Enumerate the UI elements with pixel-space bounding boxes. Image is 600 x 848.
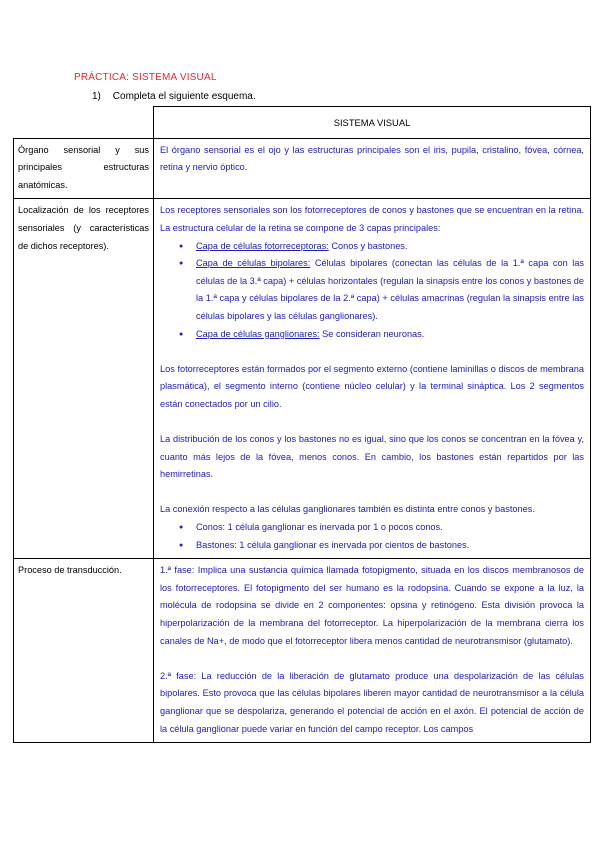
row-label-transduction: Proceso de transducción. bbox=[14, 559, 154, 743]
paragraph: Los fotorreceptores están formados por el segmento externo (contiene laminillas o discos de membrana plasmática), el segmento interno (contiene núcleo celular) y la terminal sináptica. Los 2 segmentos están conectados por un cilio. bbox=[160, 363, 584, 409]
instruction bbox=[92, 91, 256, 102]
list-item bbox=[196, 238, 584, 256]
paragraph: La distribución de los conos y los bastones no es igual, sino que los conos se concentran en la fóvea y, cuanto más lejos de la fóvea, menos conos. En cambio, los bastones están repartidos por las hemirretinas. bbox=[160, 434, 584, 480]
row-content-transduction bbox=[154, 559, 591, 743]
list-item-text: Células bipolares (conectan las células de la 1.ª capa con las células de la 3.ª capa) + células horizontales (regulan la sinapsis entre los conos y bastones de la 1.ª capa y células bipolares de la 2.ª capa) + células amacrinas (regulan la sinapsis entre las células bipolares y las células ganglionares). bbox=[196, 258, 585, 321]
header-blank-cell bbox=[14, 107, 154, 139]
row-label-organ: Órgano sensorial y sus principales estructuras anatómicas. bbox=[14, 138, 154, 199]
table-row bbox=[14, 138, 591, 199]
paragraph: 1.ª fase: Implica una sustancia química llamada fotopigmento, situada en los discos membranosos de los fotorreceptores. El fotopigmento del ser humano es la rodopsina. Cuando se expone a la luz, la molécula de rodopsina se divide en 2 componentes: opsina y retinógeno. Esta división provoca la hiperpolarización de la membrana del fotorreceptor. La hiperpolarización de la membrana cierra los canales de Na+, de modo que el fotorreceptor libera menos cantidad de neurotransmisor (glutamato). bbox=[160, 565, 584, 646]
list-item-text: Conos y bastones. bbox=[328, 240, 408, 251]
list-item: ● Conos: 1 célula ganglionar es inervada por 1 o pocos conos. bbox=[196, 519, 584, 537]
paragraph: 2.ª fase: La reducción de la liberación de glutamato produce una despolarización de las células bipolares. Esto provoca que las células bipolares liberen mayor cantidad de neurotransmisor a la célula ganglionar que se despolariza, generando el potencial de acción en el axón. El potencial de acción de la célula ganglionar puede variar en función del campo receptor. Los campos bbox=[160, 670, 584, 734]
row-content-location bbox=[154, 199, 591, 559]
list-item: ● Bastones: 1 célula ganglionar es inervada por cientos de bastones. bbox=[196, 537, 584, 555]
list-item-text: Se consideran neuronas. bbox=[319, 328, 425, 339]
row-label-location: Localización de los receptores sensoriales (y características de dichos receptores). bbox=[14, 199, 154, 559]
page-title: PRÁCTICA: SISTEMA VISUAL bbox=[74, 72, 217, 83]
table-row bbox=[14, 559, 591, 743]
table-header-row bbox=[14, 107, 591, 139]
paragraph: El órgano sensorial es el ojo y las estructuras principales son el iris, pupila, cristalino, fóvea, córnea, retina y nervio óptico. bbox=[160, 144, 584, 173]
list-item bbox=[196, 326, 584, 344]
instruction-text: Completa el siguiente esquema. bbox=[112, 91, 256, 102]
list-item-title: Capa de células bipolares: bbox=[196, 258, 311, 269]
paragraph: Los receptores sensoriales son los fotorreceptores de conos y bastones que se encuentran en la retina. La estructura celular de la retina se compone de 3 capas principales: bbox=[160, 205, 584, 233]
layers-list bbox=[160, 238, 584, 344]
list-item-title: Capa de células fotorreceptoras: bbox=[196, 240, 329, 251]
row-content-organ bbox=[154, 138, 591, 199]
paragraph: La conexión respecto a las células ganglionares también es distinta entre conos y bastones. bbox=[160, 504, 535, 515]
list-item-title: Capa de células ganglionares: bbox=[196, 328, 320, 339]
instruction-number: 1) bbox=[92, 91, 101, 102]
table-row bbox=[14, 199, 591, 559]
visual-system-table bbox=[13, 106, 591, 743]
table-header: SISTEMA VISUAL bbox=[154, 107, 591, 139]
connection-list bbox=[160, 519, 584, 554]
list-item bbox=[196, 255, 584, 325]
